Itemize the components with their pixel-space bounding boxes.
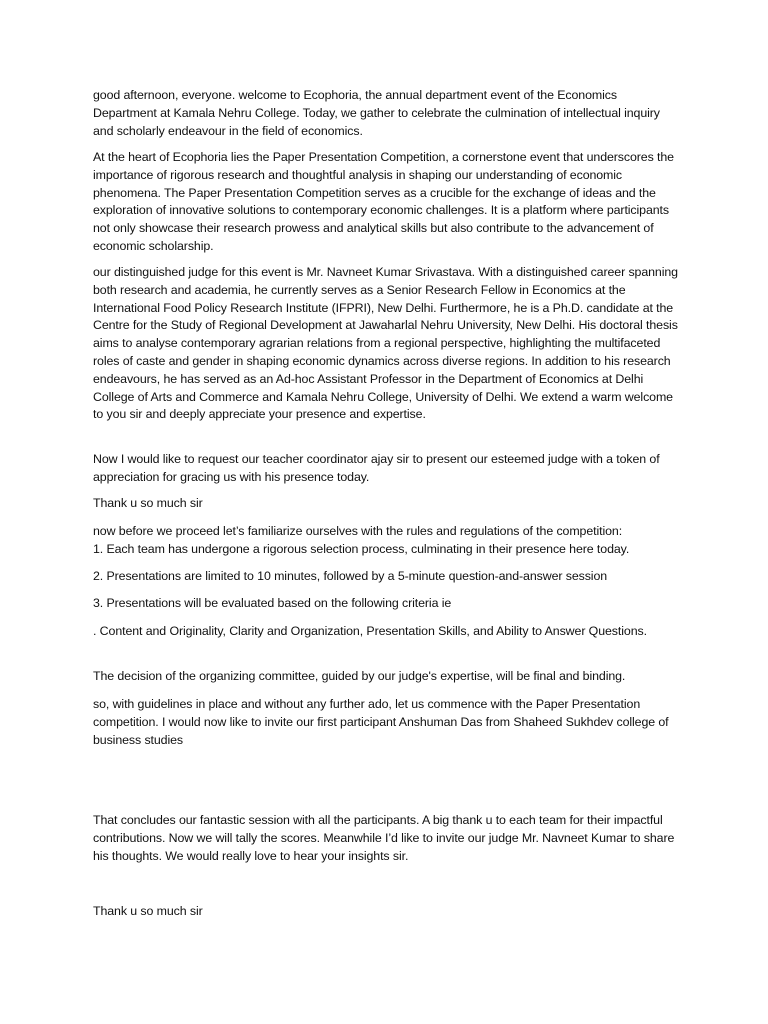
paragraph-rule-3: 3. Presentations will be evaluated based on the following criteria ie — [93, 596, 452, 610]
paragraph-thanks-1: Thank u so much sir — [93, 496, 203, 510]
paragraph-criteria: . Content and Originality, Clarity and Organization, Presentation Skills, and Ability to Answer Questions. — [93, 624, 647, 638]
paragraph-thanks-2: Thank u so much sir — [93, 904, 203, 918]
paragraph-token-request: Now I would like to request our teacher coordinator ajay sir to present our esteemed judge with a token of appreciation for gracing us with his presence today. — [93, 452, 660, 484]
paragraph-competition-intro: At the heart of Ecophoria lies the Paper Presentation Competition, a cornerstone event that underscores the importance of rigorous research and thoughtful analysis in shaping our understanding of economic phenomena. The Paper Presentation Competition serves as a crucible for the exchange of ideas and the exploration of innovative solutions to contemporary economic challenges. It is a platform where participants not only showcase their research prowess and analytical skills but also contribute to the advancement of economic scholarship. — [93, 150, 674, 253]
paragraph-rule-2: 2. Presentations are limited to 10 minutes, followed by a 5-minute question-and-answer session — [93, 569, 608, 583]
paragraph-judge-intro: our distinguished judge for this event is Mr. Navneet Kumar Srivastava. With a distinguished career spanning both research and academia, he currently serves as a Senior Research Fellow in Economics at the International Food Policy Research Institute (IFPRI), New Delhi. Furthermore, he is a Ph.D. candidate at the Centre for the Study of Regional Development at Jawaharlal Nehru University, New Delhi. His doctoral thesis aims to analyse contemporary agrarian relations from a regional perspective, highlighting the multifaceted roles of caste and gender in shaping economic dynamics across diverse regions. In addition to his research endeavours, he has served as an Ad-hoc Assistant Professor in the Department of Economics at Delhi College of Arts and Commerce and Kamala Nehru College, University of Delhi. We extend a warm welcome to you sir and deeply appreciate your presence and expertise. — [93, 265, 678, 422]
paragraph-decision: The decision of the organizing committee, guided by our judge's expertise, will be final and binding. — [93, 669, 626, 683]
paragraph-commence: so, with guidelines in place and without any further ado, let us commence with the Paper Presentation competition. I would now like to invite our first participant Anshuman Das from Shaheed Sukhdev college of business studies — [93, 697, 669, 747]
paragraph-conclusion: That concludes our fantastic session with all the participants. A big thank u to each team for their impactful contributions. Now we will tally the scores. Meanwhile I’d like to invite our judge Mr. Navneet Kumar to share his thoughts. We would really love to hear your insights sir. — [93, 813, 675, 863]
paragraph-rules-intro: now before we proceed let’s familiarize ourselves with the rules and regulations of the competition: 1. Each team has undergone a rigorous selection process, culminating in their presence here today. — [93, 524, 630, 556]
paragraph-welcome: good afternoon, everyone. welcome to Ecophoria, the annual department event of the Economics Department at Kamala Nehru College. Today, we gather to celebrate the culmination of intellectual inquiry and scholarly endeavour in the field of economics. — [93, 88, 660, 138]
